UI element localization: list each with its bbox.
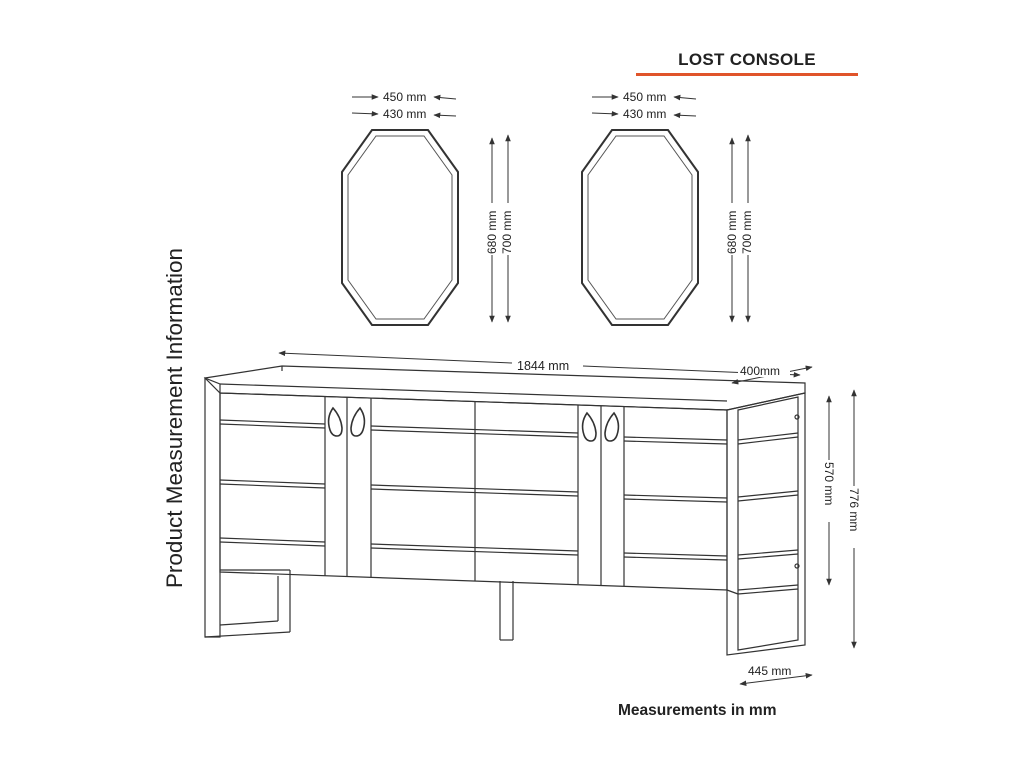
- console-depth-base-label: 445 mm: [748, 664, 792, 678]
- mirror-right: [582, 130, 698, 325]
- mirror-left-outer-height: 700 mm: [500, 210, 514, 254]
- mirror-right-outer-height: 700 mm: [740, 210, 754, 254]
- console-total-height-dimension: [847, 390, 862, 648]
- console-cabinet-height-dimension: [822, 396, 837, 585]
- mirror-left: [342, 130, 458, 325]
- console-body: [205, 366, 805, 655]
- console-depth-top-label: 400mm: [740, 364, 781, 378]
- console-depth-top-dimension: [732, 363, 812, 383]
- door-handles: [329, 408, 619, 441]
- console-width-dimension: [279, 353, 800, 375]
- side-heading: Product Measurement Information: [162, 247, 187, 589]
- product-title: LOST CONSOLE: [678, 50, 816, 69]
- console-cabinet-height-label: 570 mm: [822, 462, 836, 506]
- mirror-left-inner-width: 430 mm: [383, 107, 427, 121]
- mirror-right-inner-width: 430 mm: [623, 107, 667, 121]
- units-note: Measurements in mm: [618, 702, 777, 719]
- mirror-left-height-dimensions: [485, 135, 514, 322]
- mirror-right-inner-height: 680 mm: [725, 210, 739, 254]
- mirror-right-height-dimensions: [725, 135, 754, 322]
- mirror-right-outer-width: 450 mm: [623, 90, 667, 104]
- console-total-height-label: 776 mm: [847, 488, 861, 532]
- console-depth-base-dimension: [740, 664, 812, 684]
- mirror-left-inner-height: 680 mm: [485, 210, 499, 254]
- mirror-right-width-dimensions: [592, 90, 696, 121]
- console-width-label: 1844 mm: [517, 359, 570, 373]
- mirror-left-outer-width: 450 mm: [383, 90, 427, 104]
- mirror-left-width-dimensions: [352, 90, 456, 121]
